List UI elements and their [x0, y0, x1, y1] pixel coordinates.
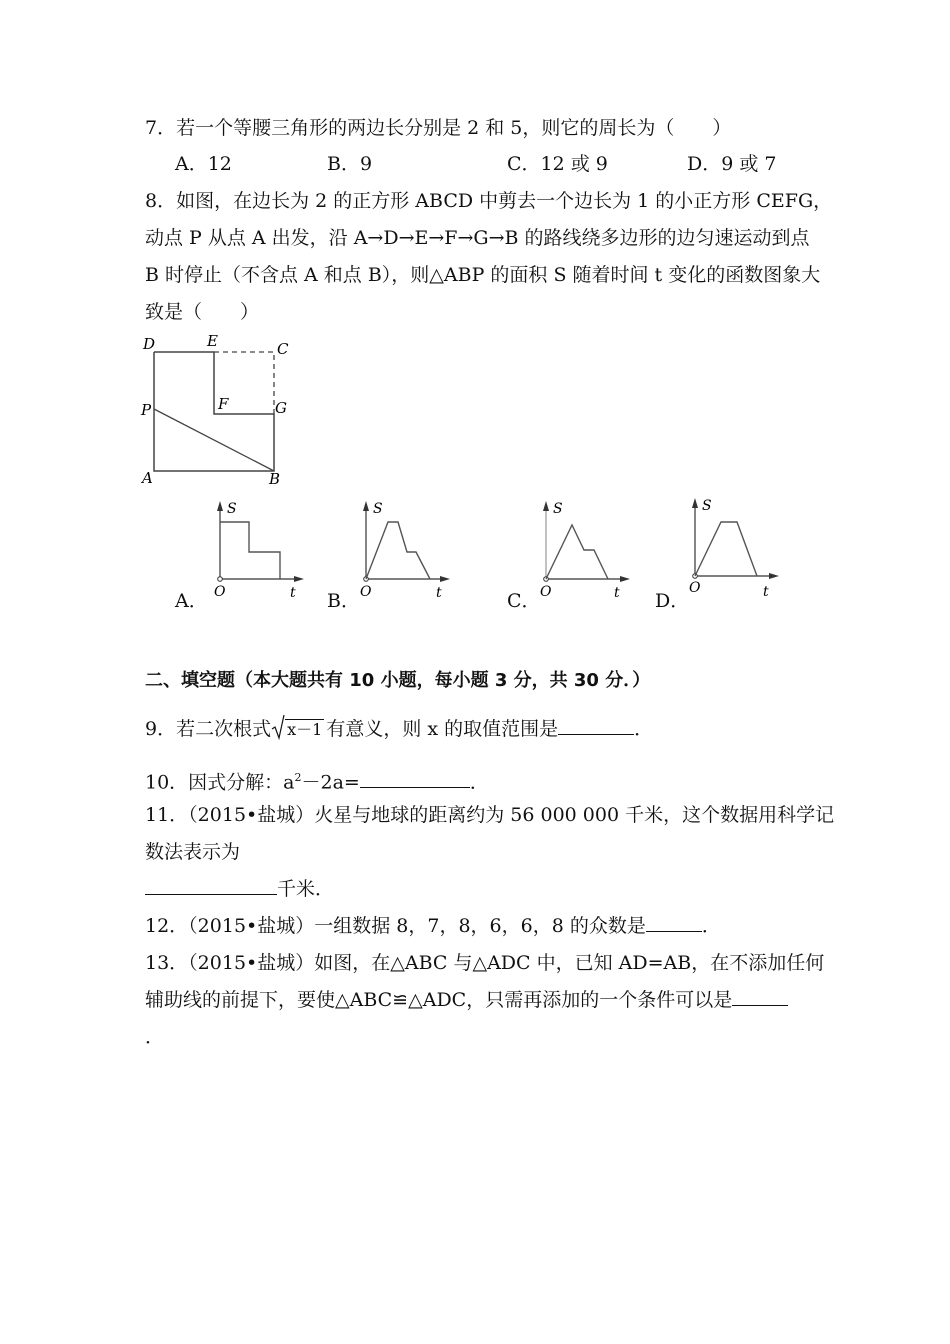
x-arrow: [440, 576, 450, 582]
q10-before: 10．因式分解：a: [145, 771, 295, 794]
q9-line: [145, 716, 653, 743]
graph-b-curve: [366, 522, 430, 579]
section-heading: 二、填空题（本大题共有 10 小题，每小题 3 分，共 30 分．）: [145, 670, 651, 691]
radicand: x－1: [287, 720, 323, 739]
q12-text: 12．（2015•盐城）一组数据 8，7，8，6，6，8 的众数是: [145, 915, 646, 937]
q8-line-3: B 时停止（不含点 A 和点 B），则△ABP 的面积 S 随着时间 t 变化的函数图象大: [145, 264, 821, 286]
label-g: G: [275, 399, 287, 417]
q8-line-2: 动点 P 从点 A 出发，沿 A→D→E→F→G→B 的路线绕多边形的边匀速运动到点: [145, 227, 810, 249]
axis-t: t: [436, 585, 442, 601]
label-p: P: [141, 401, 152, 419]
axis-o: O: [689, 580, 701, 596]
q13-text: 辅助线的前提下，要使△ABC≌△ADC，只需再添加的一个条件可以是: [145, 989, 733, 1011]
axis-o: O: [360, 584, 372, 600]
q11-line-3: [145, 876, 334, 902]
y-arrow: [363, 501, 369, 511]
axis-t: t: [290, 585, 296, 601]
q8-option-a: A．: [175, 590, 208, 612]
q8-line-1: 8．如图，在边长为 2 的正方形 ABCD 中剪去一个边长为 1 的小正方形 CEFG，: [145, 190, 833, 212]
graph-b: [346, 495, 456, 605]
q13-line-2: [145, 987, 788, 1013]
axis-o: O: [540, 584, 552, 600]
q7-option-b: B．9: [327, 153, 373, 175]
q9-after: 有意义，则 x 的取值范围是: [326, 718, 559, 740]
label-e: E: [207, 335, 218, 350]
x-arrow: [620, 576, 630, 582]
label-a: A: [142, 469, 153, 487]
q13-line-3: ．: [145, 1026, 165, 1048]
graph-c-curve: [546, 525, 608, 579]
q7-option-c: C．12 或 9: [507, 153, 608, 175]
origin-dot: [218, 577, 223, 582]
axis-s: S: [227, 501, 237, 517]
axis-s: S: [702, 498, 712, 514]
q7-option-a: A．12: [175, 153, 232, 175]
q11-end: 千米．: [277, 878, 335, 900]
axis-t: t: [614, 585, 620, 601]
figure-outline: [154, 352, 274, 471]
q8-line-4: 致是（ ）: [145, 301, 260, 323]
label-c: C: [277, 340, 289, 358]
q8-option-b: B．: [327, 590, 360, 612]
axis-t: t: [763, 584, 769, 600]
axis-o: O: [214, 584, 226, 600]
y-arrow: [692, 498, 698, 508]
q13-answer-blank[interactable]: [732, 987, 788, 1006]
label-f: F: [218, 395, 229, 413]
graph-a: [200, 495, 310, 605]
q8-option-d: D．: [655, 590, 690, 612]
q11-line-2: 数法表示为: [145, 841, 241, 863]
graph-d-curve: [695, 522, 757, 576]
y-arrow: [543, 501, 549, 511]
q8-option-c: C．: [507, 590, 541, 612]
q9-before: 9．若二次根式: [145, 718, 272, 740]
q11-line-1: 11．（2015•盐城）火星与地球的距离约为 56 000 000 千米，这个数据用科学记: [145, 804, 835, 826]
radical-sign-icon: [271, 714, 285, 740]
label-b: B: [269, 470, 281, 488]
label-d: D: [143, 335, 156, 353]
q10-line: [145, 765, 489, 795]
graph-a-curve: [220, 522, 280, 579]
q12-end: ．: [701, 915, 721, 937]
sqrt-expression: [271, 716, 324, 743]
x-arrow: [294, 576, 304, 582]
q11-answer-blank[interactable]: [145, 876, 277, 895]
q10-sup: 2: [294, 771, 302, 784]
y-arrow: [217, 501, 223, 511]
axis-s: S: [373, 501, 383, 517]
x-arrow: [769, 573, 779, 579]
q12-answer-blank[interactable]: [646, 913, 702, 932]
q12-line: [145, 913, 721, 939]
q9-end: ．: [634, 718, 654, 740]
q10-end: ．: [469, 771, 489, 794]
q10-after: －2a=: [301, 771, 360, 794]
q9-answer-blank[interactable]: [558, 716, 634, 735]
segment-pb: [154, 409, 274, 471]
square-figure: [138, 335, 308, 490]
q7-text: 7．若一个等腰三角形的两边长分别是 2 和 5，则它的周长为（ ）: [145, 117, 732, 139]
q10-answer-blank[interactable]: [360, 769, 470, 788]
graph-c: [526, 495, 636, 605]
q7-option-d: D．9 或 7: [687, 153, 777, 175]
q13-line-1: 13．（2015•盐城）如图，在△ABC 与△ADC 中，已知 AD=AB，在不添加任何: [145, 952, 825, 974]
axis-s: S: [553, 501, 563, 517]
graph-d: [675, 492, 785, 602]
